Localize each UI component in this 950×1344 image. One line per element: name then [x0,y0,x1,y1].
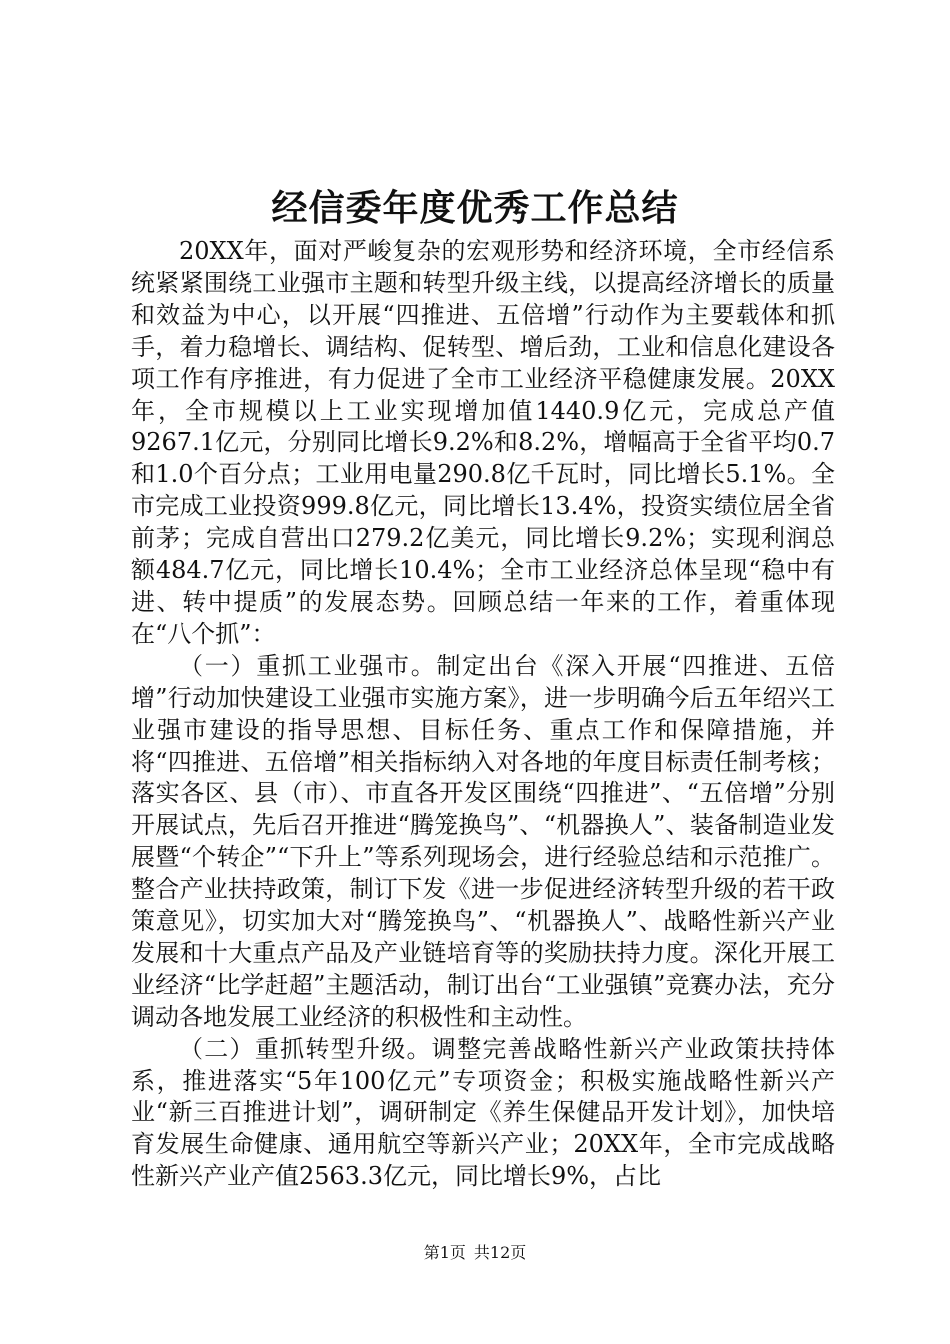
paragraph-section-2: （二）重抓转型升级。调整完善战略性新兴产业政策扶持体系，推进落实“5年100亿元”专项资金；积极实施战略性新兴产业“新三百推进计划”，调研制定《养生保健品开发计划》，加快培育发展生命健康、通用航空等新兴产业；20XX年，全市完成战略性新兴产业产值2563.3亿元，同比增长9%，占比 [131,1034,835,1191]
paragraph-intro: 20XX年，面对严峻复杂的宏观形势和经济环境，全市经信系统紧紧围绕工业强市主题和转型升级主线，以提高经济增长的质量和效益为中心，以开展“四推进、五倍增”行动作为主要载体和抓手，着力稳增长、调结构、促转型、增后劲，工业和信息化建设各项工作有序推进，有力促进了全市工业经济平稳健康发展。20XX年，全市规模以上工业实现增加值1440.9亿元，完成总产值9267.1亿元，分别同比增长9.2%和8.2%，增幅高于全省平均0.7和1.0个百分点；工业用电量290.8亿千瓦时，同比增长5.1%。全市完成工业投资999.8亿元，同比增长13.4%，投资实绩位居全省前茅；完成自营出口279.2亿美元，同比增长9.2%；实现利润总额484.7亿元，同比增长10.4%；全市工业经济总体呈现“稳中有进、转中提质”的发展态势。回顾总结一年来的工作，着重体现在“八个抓”： [131,237,835,648]
page-footer [0,1242,950,1264]
document-title: 经信委年度优秀工作总结 [271,187,679,229]
page-total: 共12页 [473,1243,527,1262]
document-body [131,236,835,1193]
page-number: 第1页 [423,1243,466,1262]
paragraph-section-1: （一）重抓工业强市。制定出台《深入开展“四推进、五倍增”行动加快建设工业强市实施方案》，进一步明确今后五年绍兴工业强市建设的指导思想、目标任务、重点工作和保障措施，并将“四推进、五倍增”相关指标纳入对各地的年度目标责任制考核；落实各区、县（市）、市直各开发区围绕“四推进”、“五倍增”分别开展试点，先后召开推进“腾笼换鸟”、“机器换人”、装备制造业发展暨“个转企”“下升上”等系列现场会，进行经验总结和示范推广。整合产业扶持政策，制订下发《进一步促进经济转型升级的若干政策意见》，切实加大对“腾笼换鸟”、“机器换人”、战略性新兴产业发展和十大重点产品及产业链培育等的奖励扶持力度。深化开展工业经济“比学赶超”主题活动，制订出台“工业强镇”竞赛办法，充分调动各地发展工业经济的积极性和主动性。 [131,651,835,1031]
